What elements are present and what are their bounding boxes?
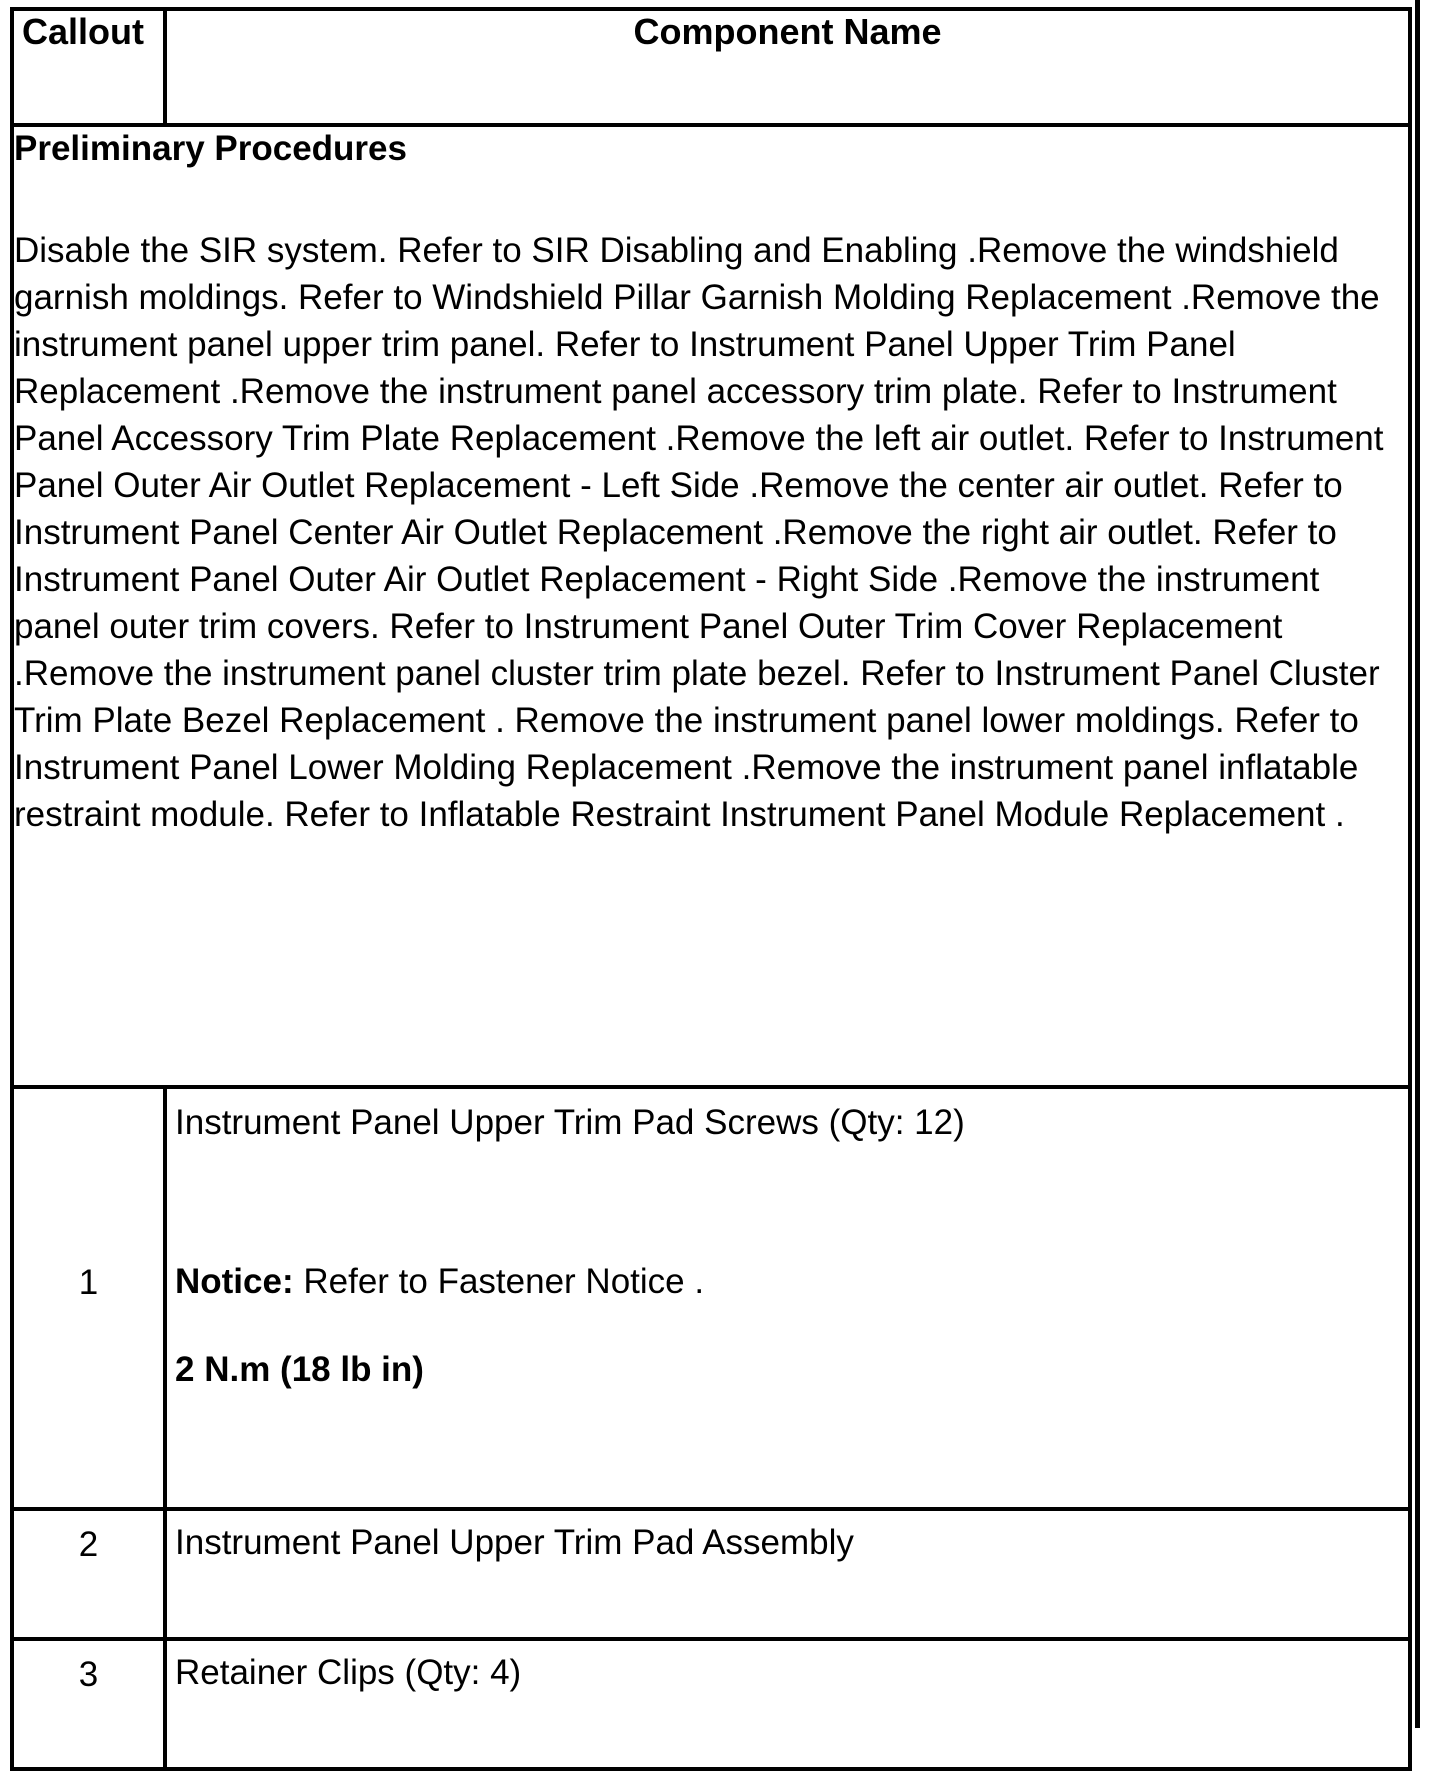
component-table (10, 7, 1412, 1771)
callout-number: 2 (12, 1509, 165, 1639)
component-name-column-header: Component Name (165, 9, 1410, 125)
header-row (12, 9, 1410, 125)
component-name: Instrument Panel Upper Trim Pad Assembly (165, 1509, 1410, 1639)
component-cell (165, 1087, 1410, 1509)
preliminary-procedures-text: Disable the SIR system. Refer to SIR Disabling and Enabling .Remove the windshield garnish moldings. Refer to Windshield Pillar Garnish Molding Replacement .Remove the instrument panel upper trim panel. Refer to Instrument Panel Upper Trim Panel Replacement .Remove the instrument panel accessory trim plate. Refer to Instrument Panel Accessory Trim Plate Replacement .Remove the left air outlet. Refer to Instrument Panel Outer Air Outlet Replacement - Left Side .Remove the center air outlet. Refer to Instrument Panel Center Air Outlet Replacement .Remove the right air outlet. Refer to Instrument Panel Outer Air Outlet Replacement - Right Side .Remove the instrument panel outer trim covers. Refer to Instrument Panel Outer Trim Cover Replacement .Remove the instrument panel cluster trim plate bezel. Refer to Instrument Panel Cluster Trim Plate Bezel Replacement . Remove the instrument panel lower moldings. Refer to Instrument Panel Lower Molding Replacement .Remove the instrument panel inflatable restraint module. Refer to Inflatable Restraint Instrument Panel Module Replacement . (14, 231, 1384, 834)
preliminary-procedures-cell (12, 125, 1410, 1087)
preliminary-procedures-title: Preliminary Procedures (14, 129, 407, 168)
page-edge-rule (1415, 0, 1420, 1728)
table-row (12, 1087, 1410, 1509)
preliminary-procedures-row (12, 125, 1410, 1087)
table-row (12, 1509, 1410, 1639)
component-name: Instrument Panel Upper Trim Pad Screws (Qty: 12) (175, 1103, 965, 1142)
callout-column-header: Callout (12, 9, 165, 125)
table-row (12, 1639, 1410, 1769)
component-name: Retainer Clips (Qty: 4) (165, 1639, 1410, 1769)
notice (175, 1260, 1408, 1304)
procedure-document (10, 7, 1412, 1719)
torque-spec: 2 N.m (18 lb in) (175, 1350, 424, 1389)
notice-label: Notice: (175, 1262, 294, 1301)
notice-text: Refer to Fastener Notice . (293, 1262, 705, 1301)
callout-number: 1 (12, 1087, 165, 1509)
callout-number: 3 (12, 1639, 165, 1769)
